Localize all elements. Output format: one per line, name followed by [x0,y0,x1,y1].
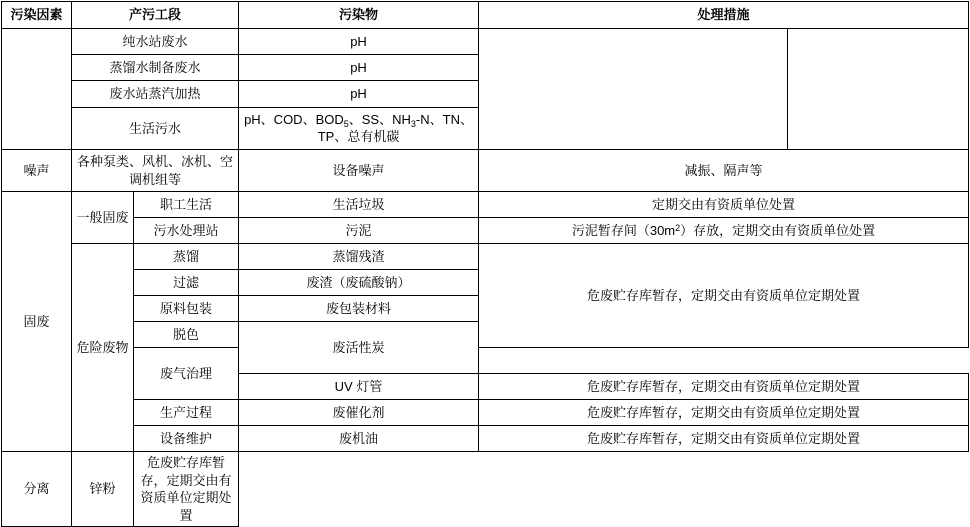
factor-wastewater [2,29,72,150]
table-row [2,244,969,270]
pollutant-cell: 生活垃圾 [239,192,479,218]
measure-cell: 危废贮存库暂存，定期交由有资质单位定期处置 [479,374,969,400]
pollutant-noise: 设备噪声 [239,150,479,192]
pollutant-part-1: pH、COD、BOD [244,111,344,127]
pollutant-part-4: TP、总有机碳 [317,129,400,145]
pollutant-cell: pH [239,55,479,81]
table-row [2,426,969,452]
header-stage: 产污工段 [72,2,239,29]
stage-cell: 职工生活 [134,192,239,218]
measure-wastewater-cell [479,29,969,150]
pollutant-sub-2: 3 [410,118,416,129]
stage-cell: 废水站蒸汽加热 [72,81,239,107]
pollutant-cell: 锌粉 [72,452,134,527]
pollutant-part-2: 、SS、NH [348,111,411,127]
measure-part-1: 污泥暂存间（30m [571,222,676,238]
pollutant-cell: pH [239,29,479,55]
header-measure: 处理措施 [479,2,969,29]
stage-cell-waste-gas: 废气治理 [134,348,239,400]
stage-cell: 设备维护 [134,426,239,452]
stage-cell: 蒸馏 [134,244,239,270]
stage-noise: 各种泵类、风机、冰机、空调机组等 [72,150,239,192]
stage-hazardous-waste: 危险废物 [72,244,134,452]
measure-wastewater-right [788,29,968,149]
stage-cell: 原料包装 [134,296,239,322]
measure-wastewater-left [479,29,788,149]
factor-noise: 噪声 [2,150,72,192]
measure-cell: 定期交由有资质单位处置 [479,192,969,218]
table-row [2,150,969,192]
measure-cell: 危废贮存库暂存，定期交由有资质单位定期处置 [479,426,969,452]
pollutant-cell: UV 灯管 [239,374,479,400]
pollutant-cell: 废机油 [239,426,479,452]
stage-cell: 过滤 [134,270,239,296]
measure-sup: 2 [675,222,681,233]
stage-cell: 蒸馏水制备废水 [72,55,239,81]
header-pollutant: 污染物 [239,2,479,29]
table-row [2,452,969,527]
pollutant-cell: 废包装材料 [239,296,479,322]
pollutant-cell: 蒸馏残渣 [239,244,479,270]
table-row [2,400,969,426]
table-row [2,218,969,244]
measure-part-2: ）存放，定期交由有资质单位处置 [680,222,876,238]
pollutant-sub-1: 5 [343,118,349,129]
stage-cell: 生产过程 [134,400,239,426]
pollutant-cell: 废渣（废硫酸钠） [239,270,479,296]
measure-cell: 危废贮存库暂存，定期交由有资质单位定期处置 [134,452,239,527]
pollutant-part-3: -N、TN、 [415,111,473,127]
measure-cell: 危废贮存库暂存，定期交由有资质单位定期处置 [479,400,969,426]
pollution-control-table [1,1,969,527]
stage-cell: 生活污水 [72,107,239,149]
measure-noise: 减振、隔声等 [479,150,969,192]
measure-hazardous-merged: 危废贮存库暂存，定期交由有资质单位定期处置 [479,244,969,348]
stage-cell: 分离 [2,452,72,527]
stage-cell: 污水处理站 [134,218,239,244]
table-row [2,348,969,374]
pollutant-cell-domestic [239,107,479,149]
stage-cell: 脱色 [134,322,239,348]
stage-general-solid-waste: 一般固废 [72,192,134,244]
table-header-row [2,2,969,29]
measure-cell-sludge [479,218,969,244]
table-row [2,29,969,55]
pollutant-cell: pH [239,81,479,107]
pollutant-cell-activated-carbon: 废活性炭 [239,322,479,374]
header-factor: 污染因素 [2,2,72,29]
factor-solid-waste: 固废 [2,192,72,452]
table-row [2,192,969,218]
stage-cell: 纯水站废水 [72,29,239,55]
pollutant-cell: 污泥 [239,218,479,244]
pollutant-cell: 废催化剂 [239,400,479,426]
